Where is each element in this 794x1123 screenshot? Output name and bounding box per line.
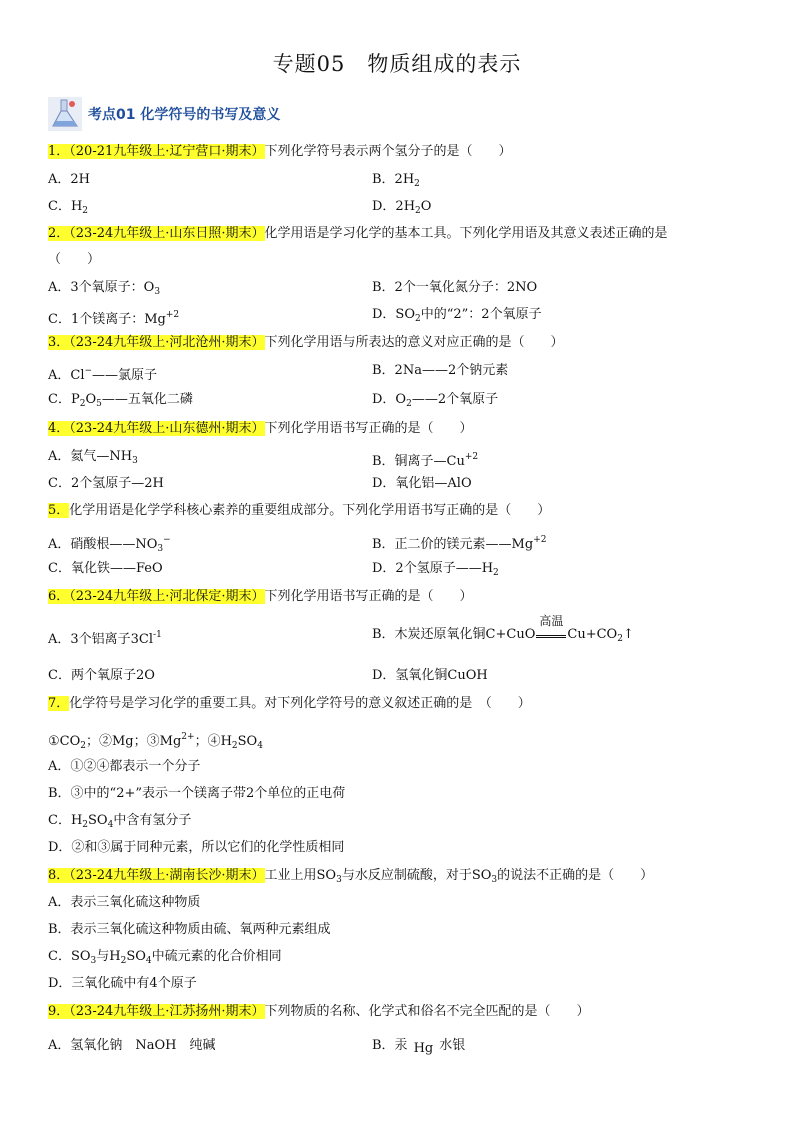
question-stem: 下列化学用语与所表达的意义对应正确的是（ ） bbox=[264, 335, 564, 350]
question-source: （20-21九年级上·辽宁营口·期末） bbox=[69, 144, 265, 159]
question-stem: 化学用语是化学学科核心素养的重要组成部分。下列化学用语书写正确的是（ ） bbox=[69, 503, 551, 518]
option-d: D．2个氢原子$——H_2$ bbox=[372, 561, 499, 578]
question-8 bbox=[48, 866, 748, 890]
option-d: D．氧化铝—AlO bbox=[372, 476, 472, 491]
option-c: C．$P_2O_5——$五氧化二磷 bbox=[48, 392, 193, 409]
options-row bbox=[48, 530, 748, 559]
section-header bbox=[48, 96, 280, 132]
option-a: A．2H bbox=[48, 172, 90, 187]
option-c: C．氧化铁——FeO bbox=[48, 561, 163, 576]
option-c: C．$H_2SO_4$中含有氢分子 bbox=[48, 813, 192, 830]
option-b: B．③中的“2+”表示一个镁离子带2个单位的正电荷 bbox=[48, 786, 346, 801]
option-c: C．2个氢原子—2H bbox=[48, 476, 164, 491]
page-title: 专题05 物质组成的表示 bbox=[272, 52, 522, 76]
question-source: （23-24九年级上·江苏扬州·期末） bbox=[69, 1004, 265, 1019]
options-row bbox=[48, 390, 748, 414]
option-a: A．硝酸根$——NO_3^-$ bbox=[48, 535, 171, 554]
options-row bbox=[48, 197, 748, 221]
option-b: B．2Na——2个钠元素 bbox=[372, 363, 509, 378]
question-stem-cont: （ ） bbox=[48, 252, 101, 267]
options-row bbox=[48, 447, 748, 471]
question-source: （23-24九年级上·河北保定·期末） bbox=[69, 589, 265, 604]
option-b: B．铜离子$—Cu^{+2}$ bbox=[372, 452, 479, 469]
options-row bbox=[48, 278, 748, 302]
option-c: C．1个镁离子：$Mg^{+2}$ bbox=[48, 310, 180, 327]
option-b: B．$2H_2$ bbox=[372, 172, 420, 189]
option-a: A．①②④都表示一个分子 bbox=[48, 759, 201, 774]
option-b: B．表示三氧化硫这种物质由硫、氧两种元素组成 bbox=[48, 922, 331, 937]
options-row bbox=[48, 305, 748, 330]
option-b: B．正二价的镁元素$——Mg^{+2}$ bbox=[372, 535, 547, 552]
question-number: 8． bbox=[48, 868, 70, 883]
option-c: C．$SO_3$与$H_2SO_4$中硫元素的化合价相同 bbox=[48, 949, 282, 966]
question-1 bbox=[48, 142, 748, 162]
option-b: B．木炭还原氧化铜C+CuO 高温 $Cu+CO_2↑$ bbox=[372, 625, 634, 649]
option-b: B．2个一氧化氮分子：2NO bbox=[372, 280, 538, 295]
question-stem: 工业上用$SO_3$与水反应制硫酸，对于$SO_3$的说法不正确的是（ ） bbox=[264, 868, 654, 885]
options-row bbox=[48, 170, 748, 190]
question-number: 4． bbox=[48, 421, 70, 436]
option-d: D．氢氧化铜CuOH bbox=[372, 668, 488, 683]
option-c: C．$H_2$ bbox=[48, 199, 89, 216]
option-b: B．汞 Hg 水银 bbox=[372, 1038, 466, 1056]
options-row bbox=[48, 559, 748, 579]
question-number: 5． bbox=[48, 503, 70, 518]
options-row bbox=[48, 666, 748, 686]
question-source: （23-24九年级上·湖南长沙·期末） bbox=[69, 868, 265, 883]
question-2 bbox=[48, 224, 748, 244]
question-source: （23-24九年级上·河北沧州·期末） bbox=[69, 335, 265, 350]
options-row bbox=[48, 474, 748, 494]
option-a: A．3个铝离子$3Cl^{-1}$ bbox=[48, 630, 162, 647]
option-d: D．$O_2——2$个氧原子 bbox=[372, 392, 499, 409]
question-source: （23-24九年级上·山东德州·期末） bbox=[69, 421, 265, 436]
question-3 bbox=[48, 333, 748, 353]
question-number: 7． bbox=[48, 696, 70, 711]
option-d: D．$2H_2O$ bbox=[372, 199, 432, 216]
question-4 bbox=[48, 419, 748, 439]
question-9 bbox=[48, 1002, 748, 1022]
option-a: A．Cl−——氯原子 bbox=[48, 366, 158, 383]
question-number: 2． bbox=[48, 226, 70, 241]
option-a: A．氦气$—NH_3$ bbox=[48, 449, 138, 466]
question-number: 6． bbox=[48, 589, 70, 604]
question-stem: 下列化学用语书写正确的是（ ） bbox=[264, 421, 473, 436]
flask-icon bbox=[48, 97, 82, 131]
question-stem: 化学符号是学习化学的重要工具。对下列化学符号的意义叙述正确的是 （ ） bbox=[69, 696, 531, 711]
option-a: A．表示三氧化硫这种物质 bbox=[48, 895, 201, 910]
question-7 bbox=[48, 694, 748, 714]
question-source: （23-24九年级上·山东日照·期末） bbox=[69, 226, 265, 241]
option-d: D．三氧化硫中有4个原子 bbox=[48, 976, 197, 991]
options-row bbox=[48, 1036, 748, 1056]
option-d: D．②和③属于同种元素，所以它们的化学性质相同 bbox=[48, 840, 345, 855]
option-c: C．两个氧原子2O bbox=[48, 668, 155, 683]
option-a: A．氢氧化钠 NaOH 纯碱 bbox=[48, 1038, 216, 1053]
question-stem: 化学用语是学习化学的基本工具。下列化学用语及其意义表述正确的是 bbox=[264, 226, 668, 241]
question-5 bbox=[48, 501, 748, 521]
question-stem: 下列化学符号表示两个氢分子的是（ ） bbox=[264, 144, 512, 159]
options-row bbox=[48, 614, 748, 650]
section-title: 考点01 化学符号的书写及意义 bbox=[88, 107, 281, 123]
question-number: 1． bbox=[48, 144, 70, 159]
symbol-list: $①CO_2$；②Mg；$③Mg^{2+}$；$④H_2SO_4$ bbox=[48, 732, 263, 751]
option-d: D．$SO_2$中的“2”：2个氧原子 bbox=[372, 307, 542, 324]
question-stem: 下列物质的名称、化学式和俗名不完全匹配的是（ ） bbox=[264, 1004, 590, 1019]
question-number: 9． bbox=[48, 1004, 70, 1019]
question-number: 3． bbox=[48, 335, 70, 350]
reaction-condition: 高温 bbox=[539, 614, 564, 628]
option-a: A．3个氧原子：$O_3$ bbox=[48, 280, 161, 297]
question-stem: 下列化学用语书写正确的是（ ） bbox=[264, 589, 473, 604]
options-row bbox=[48, 361, 748, 386]
question-6 bbox=[48, 587, 748, 607]
